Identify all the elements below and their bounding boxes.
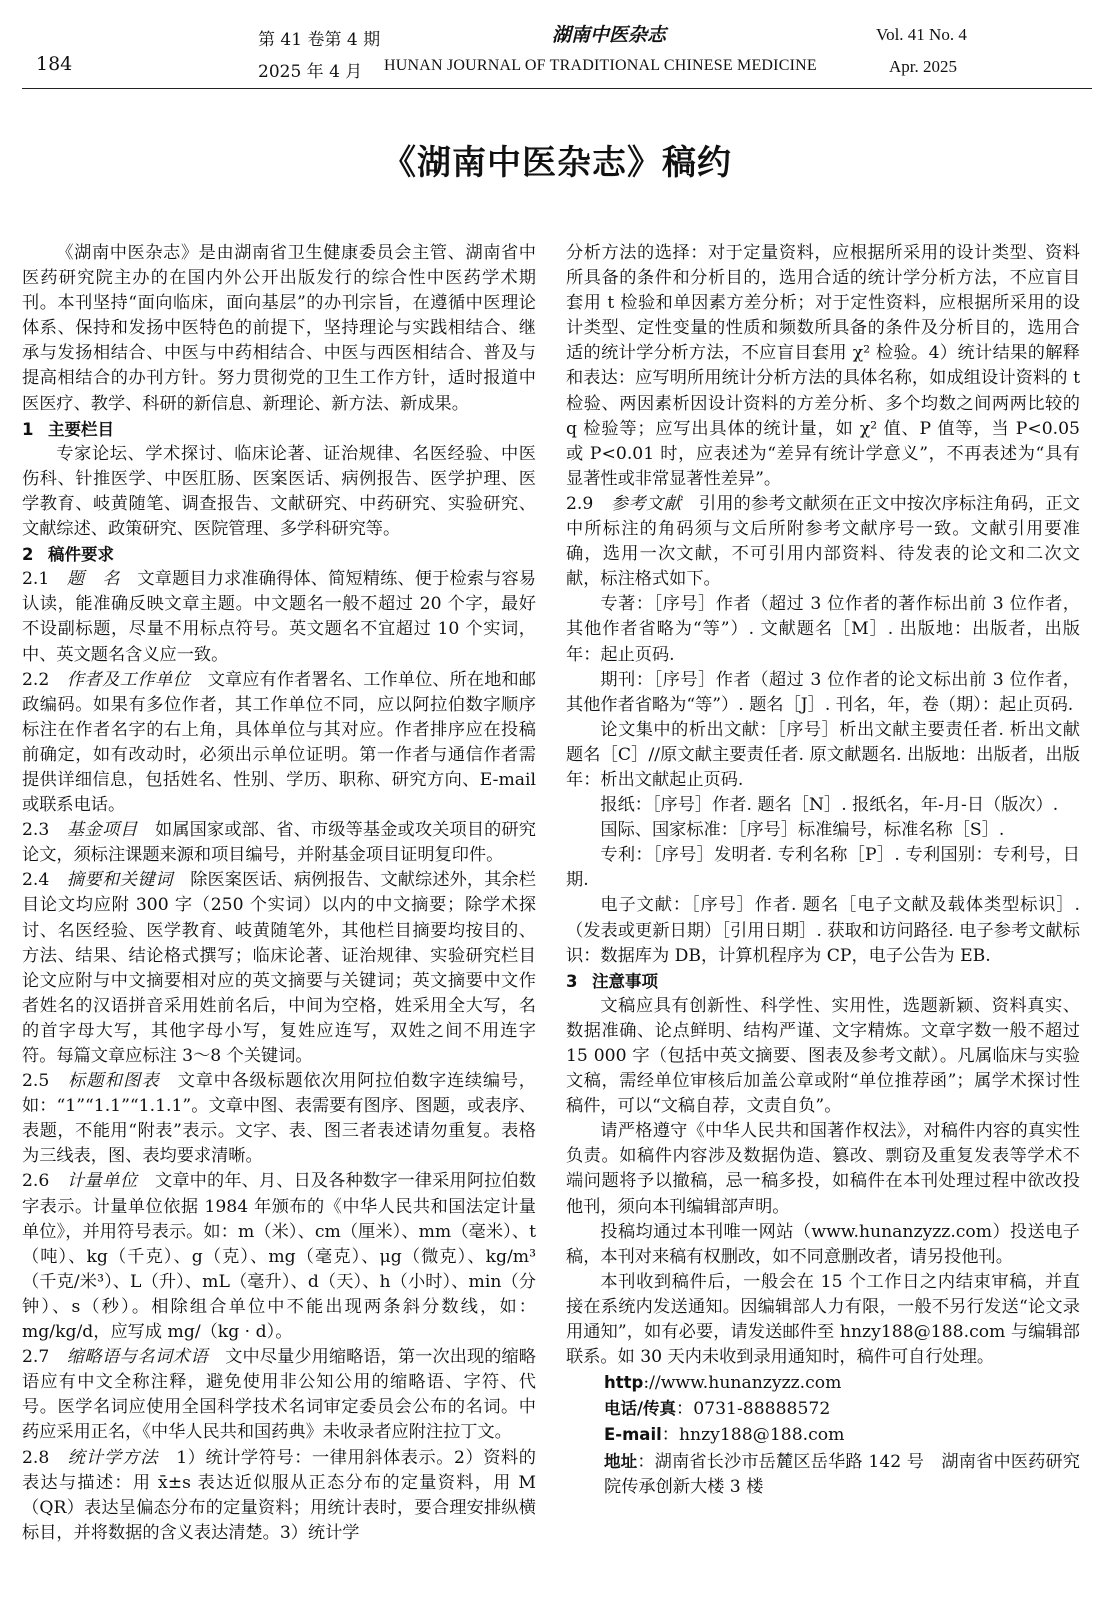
notice-paragraph: 文稿应具有创新性、科学性、实用性，选题新颖、资料真实、数据准确、论点鲜明、结构严谨、文字精炼。文章字数一般不超过 15 000 字（包括中英文摘要、图表及参考文献）。凡属临床与实验文稿，需经单位审核后加盖公章或附“单位推荐函”；属学术探讨性稿件，可以“文稿自荐，文责自负”。 bbox=[566, 995, 1080, 1117]
contact-email: E-mail：hnzy188@188.com bbox=[604, 1425, 845, 1446]
intro-paragraph: 《湖南中医杂志》是由湖南省卫生健康委员会主管、湖南省中医药研究院主办的在国内外公开出版发行的综合性中医药学术期刊。本刊坚持“面向临床，面向基层”的办刊宗旨，在遵循中医理论体系、保持和发扬中医特色的前提下，坚持理论与实践相结合、继承与发扬相结合、中医与中药相结合、中医与西医相结合、普及与提高相结合的办刊方针。努力贯彻党的卫生工作方针，适时报道中医医疗、教学、科研的新信息、新理论、新方法、新成果。 bbox=[22, 243, 536, 414]
subsection-2-7: 2.7 缩略语与名词术语 文中尽量少用缩略语，第一次出现的缩略语应有中文全称注释，避免使用非公知公用的缩略语、字符、代号。医学名词应使用全国科学技术名词审定委员会公布的名词。中药应采用正名，《中华人民共和国药典》未收录者应附注拉丁文。 bbox=[22, 1347, 536, 1443]
section-heading: 1 主要栏目 bbox=[22, 419, 114, 439]
contact-address: 地址：湖南省长沙市岳麓区岳华路 142 号 湖南省中医药研究院传承创新大楼 3 楼 bbox=[604, 1451, 1080, 1497]
subsection-2-2: 2.2 作者及工作单位 文章应有作者署名、工作单位、所在地和邮政编码。如果有多位作者，其工作单位不同，应以阿拉伯数字顺序标注在作者名字的右上角，具体单位与其对应。作者排序应在投稿前确定，如有改动时，必须出示单位证明。第一作者与通信作者需提供详细信息，包括姓名、性别、学历、职称、研究方向、E-mail 或联系电话。 bbox=[22, 669, 536, 816]
reference-format-journal: 期刊：［序号］作者（超过 3 位作者的论文标出前 3 位作者，其他作者省略为“等”）. 题名［J］. 刊名，年，卷（期）：起止页码. bbox=[566, 669, 1080, 715]
subsection-2-8-continued: 分析方法的选择：对于定量资料，应根据所采用的设计类型、资料所具备的条件和分析目的，选用合适的统计学分析方法，不应盲目套用 t 检验和单因素方差分析；对于定性资料，应根据所采用的设计类型、定性变量的性质和频数所具备的条件及分析目的，选用合适的统计学分析方法，不应盲目套用 χ² 检验。4）统计结果的解释和表达：应写明所用统计分析方法的具体名称，如成组设计资料的 t 检验、两因素析因设计资料的方差分析、多个均数之间两两比较的 q 检验等；应写出具体的统计量，如 χ² 值、P 值等，当 P<0.05 或 P<0.01 时，应表述为“差异有统计学意义”，不再表述为“具有显著性或非常显著性差异”。 bbox=[566, 243, 1080, 489]
subsection-2-1: 2.1 题 名 文章题目力求准确得体、简短精练、便于检索与容易认读，能准确反映文章主题。中文题名一般不超过 20 个字，最好不设副标题，尽量不用标点符号。英文题名不宜超过 10 个实词，中、英文题名含义应一致。 bbox=[22, 569, 536, 665]
reference-format-electronic: 电子文献：［序号］作者. 题名［电子文献及载体类型标识］.（发表或更新日期）［引用日期］. 获取和访问路径. 电子参考文献标识：数据库为 DB，计算机程序为 CP，电子公告为 EB. bbox=[566, 895, 1080, 966]
subsection-2-3: 2.3 基金项目 如属国家或部、省、市级等基金或攻关项目的研究论文，须标注课题来源和项目编号，并附基金项目证明复印件。 bbox=[22, 820, 536, 866]
reference-format-monograph: 专著：［序号］作者（超过 3 位作者的著作标出前 3 位作者，其他作者省略为“等”）. 文献题名［M］. 出版地：出版者，出版年：起止页码. bbox=[566, 594, 1080, 665]
notice-paragraph: 本刊收到稿件后，一般会在 15 个工作日之内结束审稿，并直接在系统内发送通知。因编辑部人力有限，一般不另行发送“论文录用通知”，如有必要，请发送邮件至 hnzy188@188.com 与编辑部联系。如 30 天内未收到录用通知时，稿件可自行处理。 bbox=[566, 1271, 1080, 1368]
right-column bbox=[566, 241, 1080, 1500]
journal-name-en: HUNAN JOURNAL OF TRADITIONAL CHINESE MEDICINE bbox=[384, 57, 817, 74]
reference-format-patent: 专利：［序号］发明者. 专利名称［P］. 专利国别：专利号，日期. bbox=[566, 845, 1080, 891]
contact-website: http://www.hunanzyzz.com bbox=[604, 1373, 842, 1394]
volume-issue-en: Vol. 41 No. 4 bbox=[876, 25, 967, 44]
subsection-2-6: 2.6 计量单位 文章中的年、月、日及各种数字一律采用阿拉伯数字表示。计量单位依据 1984 年颁布的《中华人民共和国法定计量单位》，并用符号表示。如：m（米）、cm（厘米）、mm（毫米）、t（吨）、kg（千克）、g（克）、mg（毫克）、μg（微克）、kg/m³（千克/米³）、L（升）、mL（毫升）、d（天）、h（小时）、min（分钟）、s（秒）。相除组合单位中不能出现两条斜分数线，如：mg/kg/d，应写成 mg/（kg · d）。 bbox=[22, 1171, 536, 1343]
notice-paragraph: 投稿均通过本刊唯一网站（www.hunanzyzz.com）投送电子稿，本刊对来稿有权删改，如不同意删改者，请另投他刊。 bbox=[566, 1221, 1080, 1267]
running-header bbox=[22, 20, 1092, 89]
subsection-2-4: 2.4 摘要和关键词 除医案医话、病例报告、文献综述外，其余栏目论文均应附 300 字（250 个实词）以内的中文摘要；除学术探讨、名医经验、医学教育、岐黄随笔外，其他栏目摘要均按目的、方法、结果、结论格式撰写；临床论著、证治规律、实验研究栏目论文应附与中文摘要相对应的英文摘要与关键词；英文摘要中文作者姓名的汉语拼音采用姓前名后，中间为空格，姓采用全大写，名的首字母大写，其他字母小写，复姓应连写，双姓之间不用连字符。每篇文章应标注 3～8 个关键词。 bbox=[22, 870, 536, 1066]
date-cn: 2025 年 4 月 bbox=[258, 62, 363, 82]
date-en: Apr. 2025 bbox=[889, 57, 957, 76]
section-heading: 2 稿件要求 bbox=[22, 545, 114, 565]
subsection-2-5: 2.5 标题和图表 文章中各级标题依次用阿拉伯数字连续编号，如：“1”“1.1”“1.1.1”。文章中图、表需要有图序、图题，或表序、表题，不能用“附表”表示。文字、表、图三者表述请勿重复。表格为三线表，图、表均要求清晰。 bbox=[22, 1071, 536, 1167]
page-number: 184 bbox=[36, 53, 73, 75]
reference-format-proceedings: 论文集中的析出文献：［序号］析出文献主要责任者. 析出文献题名［C］//原文献主要责任者. 原文献题名. 出版地：出版者，出版年：析出文献起止页码. bbox=[566, 719, 1080, 790]
reference-format-standard: 国际、国家标准：［序号］标准编号，标准名称［S］. bbox=[600, 820, 1005, 841]
subsection-2-9: 2.9 参考文献 引用的参考文献须在正文中按次序标注角码，正文中所标注的角码须与文后所附参考文献序号一致。文献引用要准确，选用一次文献，不可引用内部资料、待发表的论文和二次文献，标注格式如下。 bbox=[566, 493, 1080, 590]
notice-paragraph: 请严格遵守《中华人民共和国著作权法》，对稿件内容的真实性负责。如稿件内容涉及数据伪造、篡改、剽窃及重复发表等学术不端问题将予以撤稿，忌一稿多投，如稿件在本刊处理过程中欲改投他刊，须向本刊编辑部声明。 bbox=[566, 1121, 1080, 1217]
left-column bbox=[22, 241, 536, 1546]
reference-format-newspaper: 报纸：［序号］作者. 题名［N］. 报纸名，年-月-日（版次）. bbox=[600, 795, 1059, 816]
section-paragraph: 专家论坛、学术探讨、临床论著、证治规律、名医经验、中医伤科、针推医学、中医肛肠、医案医话、病例报告、医学护理、医学教育、岐黄随笔、调查报告、文献研究、中药研究、实验研究、文献综述、政策研究、医院管理、多学科研究等。 bbox=[22, 443, 536, 540]
subsection-2-8: 2.8 统计学方法 1）统计学符号：一律用斜体表示。2）资料的表达与描述：用 x̄±s 表达近似服从正态分布的定量资料，用 M（QR）表达呈偏态分布的定量资料；用统计表时，要合理安排纵横标目，并将数据的含义表达清楚。3）统计学 bbox=[22, 1447, 536, 1543]
contact-phone: 电话/传真：0731-88888572 bbox=[604, 1399, 831, 1420]
section-heading: 3 注意事项 bbox=[566, 971, 658, 991]
article-title: 《湖南中医杂志》稿约 bbox=[382, 143, 732, 183]
volume-issue-cn: 第 41 卷第 4 期 bbox=[258, 30, 381, 50]
journal-name-cn: 湖南中医杂志 bbox=[552, 24, 667, 46]
